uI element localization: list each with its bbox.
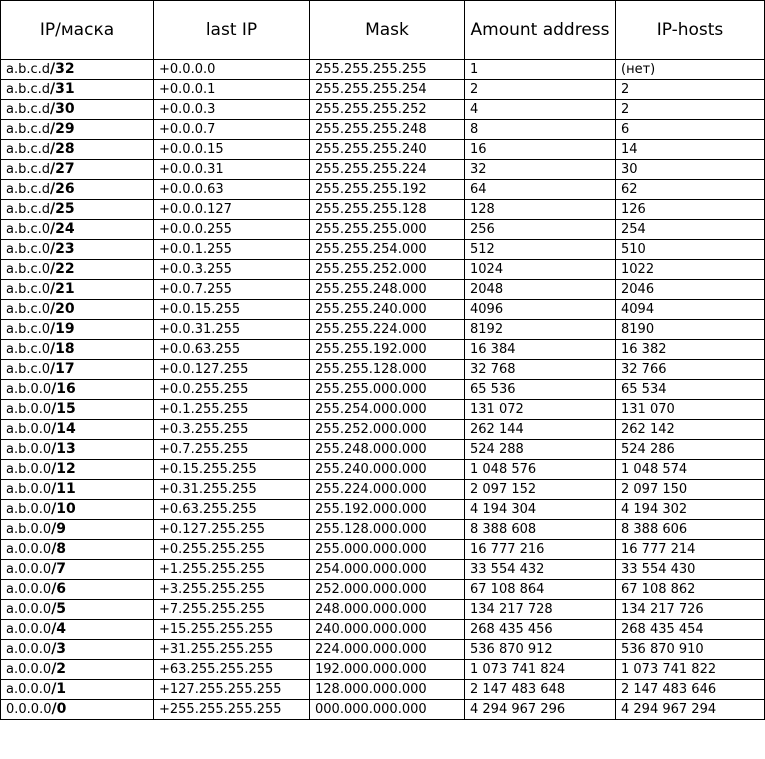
cell-ip-mask bbox=[1, 200, 154, 220]
cell-mask: 255.255.255.240 bbox=[310, 140, 465, 160]
cell-hosts: 4 194 302 bbox=[616, 500, 765, 520]
cell-mask: 255.255.255.128 bbox=[310, 200, 465, 220]
cell-mask: 255.255.224.000 bbox=[310, 320, 465, 340]
cell-ip-mask bbox=[1, 680, 154, 700]
cell-mask: 255.000.000.000 bbox=[310, 540, 465, 560]
cell-last-ip: +1.255.255.255 bbox=[154, 560, 310, 580]
cell-last-ip: +0.1.255.255 bbox=[154, 400, 310, 420]
cell-ip-mask bbox=[1, 560, 154, 580]
cidr-suffix: /26 bbox=[50, 181, 75, 197]
cell-ip-mask bbox=[1, 640, 154, 660]
table-row bbox=[1, 220, 765, 240]
ip-prefix: a.b.0.0 bbox=[6, 502, 52, 517]
cell-ip-mask bbox=[1, 220, 154, 240]
cell-mask: 255.255.240.000 bbox=[310, 300, 465, 320]
cell-mask: 255.255.128.000 bbox=[310, 360, 465, 380]
cell-mask: 000.000.000.000 bbox=[310, 700, 465, 720]
cell-mask: 255.255.255.000 bbox=[310, 220, 465, 240]
cell-hosts: 30 bbox=[616, 160, 765, 180]
cidr-suffix: /9 bbox=[51, 521, 67, 537]
cell-mask: 255.255.255.255 bbox=[310, 60, 465, 80]
cell-last-ip: +0.7.255.255 bbox=[154, 440, 310, 460]
cell-mask: 240.000.000.000 bbox=[310, 620, 465, 640]
cell-hosts: 2 bbox=[616, 100, 765, 120]
cell-last-ip: +255.255.255.255 bbox=[154, 700, 310, 720]
table-row bbox=[1, 320, 765, 340]
cell-last-ip: +0.0.0.255 bbox=[154, 220, 310, 240]
cell-mask: 255.255.248.000 bbox=[310, 280, 465, 300]
table-row bbox=[1, 160, 765, 180]
cell-ip-mask bbox=[1, 260, 154, 280]
cidr-suffix: /30 bbox=[50, 101, 75, 117]
table-row bbox=[1, 280, 765, 300]
cell-mask: 255.255.255.224 bbox=[310, 160, 465, 180]
cell-amount: 512 bbox=[465, 240, 616, 260]
cell-mask: 255.255.255.248 bbox=[310, 120, 465, 140]
cell-mask: 192.000.000.000 bbox=[310, 660, 465, 680]
cell-last-ip: +0.0.63.255 bbox=[154, 340, 310, 360]
table-row bbox=[1, 80, 765, 100]
cell-amount: 128 bbox=[465, 200, 616, 220]
cell-last-ip: +0.0.0.1 bbox=[154, 80, 310, 100]
cell-ip-mask bbox=[1, 240, 154, 260]
cell-mask: 255.224.000.000 bbox=[310, 480, 465, 500]
cell-hosts: 131 070 bbox=[616, 400, 765, 420]
ip-prefix: a.b.c.d bbox=[6, 142, 51, 157]
subnet-table-body bbox=[1, 60, 765, 720]
table-row bbox=[1, 60, 765, 80]
cell-ip-mask bbox=[1, 480, 154, 500]
header-ip-mask: IP/маска bbox=[1, 1, 154, 60]
table-row bbox=[1, 620, 765, 640]
cidr-suffix: /16 bbox=[51, 381, 76, 397]
ip-prefix: a.b.c.d bbox=[6, 102, 51, 117]
cell-hosts: (нет) bbox=[616, 60, 765, 80]
cidr-suffix: /1 bbox=[51, 681, 67, 697]
cell-hosts: 1 073 741 822 bbox=[616, 660, 765, 680]
cell-ip-mask bbox=[1, 440, 154, 460]
cell-hosts: 536 870 910 bbox=[616, 640, 765, 660]
cell-ip-mask bbox=[1, 360, 154, 380]
cell-ip-mask bbox=[1, 300, 154, 320]
cell-last-ip: +0.0.0.63 bbox=[154, 180, 310, 200]
ip-prefix: a.0.0.0 bbox=[6, 682, 52, 697]
ip-prefix: a.0.0.0 bbox=[6, 662, 52, 677]
cidr-suffix: /24 bbox=[50, 221, 75, 237]
cell-hosts: 1022 bbox=[616, 260, 765, 280]
cidr-suffix: /15 bbox=[51, 401, 76, 417]
cell-hosts: 6 bbox=[616, 120, 765, 140]
ip-prefix: a.0.0.0 bbox=[6, 642, 52, 657]
header-last-ip: last IP bbox=[154, 1, 310, 60]
cell-hosts: 134 217 726 bbox=[616, 600, 765, 620]
cell-amount: 33 554 432 bbox=[465, 560, 616, 580]
cidr-suffix: /23 bbox=[50, 241, 75, 257]
cell-last-ip: +0.0.0.15 bbox=[154, 140, 310, 160]
cidr-suffix: /19 bbox=[50, 321, 75, 337]
cidr-suffix: /10 bbox=[51, 501, 76, 517]
table-row bbox=[1, 680, 765, 700]
cell-mask: 255.252.000.000 bbox=[310, 420, 465, 440]
cell-mask: 255.248.000.000 bbox=[310, 440, 465, 460]
ip-prefix: a.0.0.0 bbox=[6, 622, 52, 637]
cidr-suffix: /0 bbox=[51, 701, 67, 717]
header-ip-hosts: IP-hosts bbox=[616, 1, 765, 60]
cell-hosts: 32 766 bbox=[616, 360, 765, 380]
ip-prefix: a.b.0.0 bbox=[6, 442, 52, 457]
ip-prefix: a.b.c.0 bbox=[6, 322, 51, 337]
cell-amount: 16 384 bbox=[465, 340, 616, 360]
cidr-suffix: /29 bbox=[50, 121, 75, 137]
ip-prefix: a.b.0.0 bbox=[6, 382, 52, 397]
table-row bbox=[1, 460, 765, 480]
cell-amount: 16 bbox=[465, 140, 616, 160]
cell-ip-mask bbox=[1, 420, 154, 440]
cell-amount: 2048 bbox=[465, 280, 616, 300]
cell-last-ip: +3.255.255.255 bbox=[154, 580, 310, 600]
cell-amount: 67 108 864 bbox=[465, 580, 616, 600]
cell-last-ip: +0.127.255.255 bbox=[154, 520, 310, 540]
cell-last-ip: +0.15.255.255 bbox=[154, 460, 310, 480]
cell-ip-mask bbox=[1, 180, 154, 200]
header-row bbox=[1, 1, 765, 60]
cell-mask: 255.255.255.254 bbox=[310, 80, 465, 100]
cell-amount: 8192 bbox=[465, 320, 616, 340]
table-row bbox=[1, 700, 765, 720]
table-row bbox=[1, 660, 765, 680]
header-amount-address: Amount address bbox=[465, 1, 616, 60]
cell-last-ip: +0.31.255.255 bbox=[154, 480, 310, 500]
cell-amount: 1 073 741 824 bbox=[465, 660, 616, 680]
cell-hosts: 4 294 967 294 bbox=[616, 700, 765, 720]
cell-last-ip: +63.255.255.255 bbox=[154, 660, 310, 680]
cell-hosts: 14 bbox=[616, 140, 765, 160]
cell-last-ip: +0.0.0.0 bbox=[154, 60, 310, 80]
cell-hosts: 4094 bbox=[616, 300, 765, 320]
ip-prefix: a.b.0.0 bbox=[6, 402, 52, 417]
cell-last-ip: +0.0.127.255 bbox=[154, 360, 310, 380]
cell-mask: 254.000.000.000 bbox=[310, 560, 465, 580]
header-mask: Mask bbox=[310, 1, 465, 60]
cell-hosts: 67 108 862 bbox=[616, 580, 765, 600]
ip-prefix: a.b.0.0 bbox=[6, 482, 52, 497]
cidr-suffix: /3 bbox=[51, 641, 67, 657]
cell-amount: 1 048 576 bbox=[465, 460, 616, 480]
cidr-suffix: /20 bbox=[50, 301, 75, 317]
cell-hosts: 268 435 454 bbox=[616, 620, 765, 640]
ip-prefix: a.b.c.d bbox=[6, 122, 51, 137]
ip-prefix: a.b.c.0 bbox=[6, 262, 51, 277]
cidr-suffix: /31 bbox=[50, 81, 75, 97]
cell-hosts: 16 777 214 bbox=[616, 540, 765, 560]
cell-ip-mask bbox=[1, 700, 154, 720]
cell-ip-mask bbox=[1, 80, 154, 100]
cell-amount: 4 194 304 bbox=[465, 500, 616, 520]
table-row bbox=[1, 240, 765, 260]
cell-last-ip: +15.255.255.255 bbox=[154, 620, 310, 640]
cell-mask: 255.192.000.000 bbox=[310, 500, 465, 520]
cell-amount: 268 435 456 bbox=[465, 620, 616, 640]
cell-hosts: 65 534 bbox=[616, 380, 765, 400]
cell-ip-mask bbox=[1, 540, 154, 560]
ip-prefix: a.b.0.0 bbox=[6, 522, 52, 537]
cell-hosts: 62 bbox=[616, 180, 765, 200]
ip-prefix: a.b.c.0 bbox=[6, 282, 51, 297]
table-row bbox=[1, 440, 765, 460]
ip-prefix: a.b.c.d bbox=[6, 202, 51, 217]
table-row bbox=[1, 540, 765, 560]
cell-mask: 252.000.000.000 bbox=[310, 580, 465, 600]
cell-last-ip: +0.0.31.255 bbox=[154, 320, 310, 340]
cell-ip-mask bbox=[1, 500, 154, 520]
ip-prefix: a.0.0.0 bbox=[6, 562, 52, 577]
cell-amount: 16 777 216 bbox=[465, 540, 616, 560]
cell-amount: 4 294 967 296 bbox=[465, 700, 616, 720]
cell-last-ip: +0.3.255.255 bbox=[154, 420, 310, 440]
ip-prefix: a.b.c.d bbox=[6, 82, 51, 97]
cell-mask: 255.254.000.000 bbox=[310, 400, 465, 420]
cell-amount: 2 097 152 bbox=[465, 480, 616, 500]
table-row bbox=[1, 380, 765, 400]
cell-ip-mask bbox=[1, 140, 154, 160]
cell-hosts: 1 048 574 bbox=[616, 460, 765, 480]
cell-hosts: 126 bbox=[616, 200, 765, 220]
cell-hosts: 8 388 606 bbox=[616, 520, 765, 540]
cell-amount: 8 bbox=[465, 120, 616, 140]
cell-mask: 248.000.000.000 bbox=[310, 600, 465, 620]
cell-last-ip: +0.0.0.127 bbox=[154, 200, 310, 220]
cell-ip-mask bbox=[1, 320, 154, 340]
cell-amount: 524 288 bbox=[465, 440, 616, 460]
cidr-suffix: /2 bbox=[51, 661, 67, 677]
table-row bbox=[1, 360, 765, 380]
ip-prefix: a.b.c.d bbox=[6, 182, 51, 197]
cell-mask: 128.000.000.000 bbox=[310, 680, 465, 700]
cidr-suffix: /11 bbox=[51, 481, 76, 497]
cell-last-ip: +127.255.255.255 bbox=[154, 680, 310, 700]
cidr-suffix: /21 bbox=[50, 281, 75, 297]
ip-prefix: a.0.0.0 bbox=[6, 582, 52, 597]
table-row bbox=[1, 300, 765, 320]
cell-hosts: 2 097 150 bbox=[616, 480, 765, 500]
cell-amount: 64 bbox=[465, 180, 616, 200]
cidr-suffix: /14 bbox=[51, 421, 76, 437]
cell-last-ip: +0.0.15.255 bbox=[154, 300, 310, 320]
cell-last-ip: +31.255.255.255 bbox=[154, 640, 310, 660]
cell-ip-mask bbox=[1, 580, 154, 600]
table-row bbox=[1, 480, 765, 500]
cidr-suffix: /27 bbox=[50, 161, 75, 177]
cell-mask: 255.255.255.252 bbox=[310, 100, 465, 120]
ip-prefix: a.b.c.0 bbox=[6, 362, 51, 377]
cidr-suffix: /4 bbox=[51, 621, 67, 637]
cell-amount: 262 144 bbox=[465, 420, 616, 440]
table-row bbox=[1, 400, 765, 420]
ip-prefix: a.b.c.0 bbox=[6, 242, 51, 257]
cidr-suffix: /18 bbox=[50, 341, 75, 357]
cell-ip-mask bbox=[1, 280, 154, 300]
cell-ip-mask bbox=[1, 100, 154, 120]
cell-amount: 65 536 bbox=[465, 380, 616, 400]
cell-amount: 1024 bbox=[465, 260, 616, 280]
cidr-suffix: /8 bbox=[51, 541, 67, 557]
ip-prefix: a.b.0.0 bbox=[6, 462, 52, 477]
cell-last-ip: +0.0.0.7 bbox=[154, 120, 310, 140]
table-row bbox=[1, 140, 765, 160]
cell-amount: 1 bbox=[465, 60, 616, 80]
cell-hosts: 2046 bbox=[616, 280, 765, 300]
table-row bbox=[1, 500, 765, 520]
table-row bbox=[1, 180, 765, 200]
cell-ip-mask bbox=[1, 520, 154, 540]
cell-hosts: 2 bbox=[616, 80, 765, 100]
ip-prefix: a.b.c.0 bbox=[6, 222, 51, 237]
ip-prefix: a.b.0.0 bbox=[6, 422, 52, 437]
cell-ip-mask bbox=[1, 380, 154, 400]
ip-prefix: a.0.0.0 bbox=[6, 602, 52, 617]
ip-prefix: a.b.c.d bbox=[6, 62, 51, 77]
table-row bbox=[1, 120, 765, 140]
table-row bbox=[1, 640, 765, 660]
cell-amount: 32 bbox=[465, 160, 616, 180]
ip-prefix: a.b.c.d bbox=[6, 162, 51, 177]
ip-prefix: a.b.c.0 bbox=[6, 342, 51, 357]
cell-ip-mask bbox=[1, 620, 154, 640]
cidr-suffix: /7 bbox=[51, 561, 67, 577]
cell-last-ip: +0.0.3.255 bbox=[154, 260, 310, 280]
cell-mask: 255.255.254.000 bbox=[310, 240, 465, 260]
cidr-suffix: /25 bbox=[50, 201, 75, 217]
cell-hosts: 8190 bbox=[616, 320, 765, 340]
cell-ip-mask bbox=[1, 340, 154, 360]
cell-hosts: 254 bbox=[616, 220, 765, 240]
cell-amount: 8 388 608 bbox=[465, 520, 616, 540]
table-row bbox=[1, 100, 765, 120]
cell-hosts: 2 147 483 646 bbox=[616, 680, 765, 700]
cell-amount: 2 bbox=[465, 80, 616, 100]
cell-amount: 4096 bbox=[465, 300, 616, 320]
cell-amount: 4 bbox=[465, 100, 616, 120]
cidr-suffix: /13 bbox=[51, 441, 76, 457]
cell-amount: 256 bbox=[465, 220, 616, 240]
cell-mask: 255.255.192.000 bbox=[310, 340, 465, 360]
cell-last-ip: +0.0.0.31 bbox=[154, 160, 310, 180]
table-row bbox=[1, 200, 765, 220]
cell-mask: 224.000.000.000 bbox=[310, 640, 465, 660]
table-row bbox=[1, 560, 765, 580]
cell-last-ip: +0.63.255.255 bbox=[154, 500, 310, 520]
cell-last-ip: +0.255.255.255 bbox=[154, 540, 310, 560]
cell-mask: 255.128.000.000 bbox=[310, 520, 465, 540]
cell-mask: 255.255.000.000 bbox=[310, 380, 465, 400]
cell-ip-mask bbox=[1, 120, 154, 140]
cell-mask: 255.255.252.000 bbox=[310, 260, 465, 280]
cidr-suffix: /6 bbox=[51, 581, 67, 597]
cell-hosts: 524 286 bbox=[616, 440, 765, 460]
cell-hosts: 262 142 bbox=[616, 420, 765, 440]
cell-ip-mask bbox=[1, 60, 154, 80]
cell-mask: 255.255.255.192 bbox=[310, 180, 465, 200]
table-row bbox=[1, 600, 765, 620]
cell-hosts: 33 554 430 bbox=[616, 560, 765, 580]
cell-hosts: 16 382 bbox=[616, 340, 765, 360]
ip-prefix: a.0.0.0 bbox=[6, 542, 52, 557]
table-row bbox=[1, 260, 765, 280]
ip-prefix: a.b.c.0 bbox=[6, 302, 51, 317]
cidr-suffix: /12 bbox=[51, 461, 76, 477]
cell-ip-mask bbox=[1, 660, 154, 680]
subnet-table-header bbox=[1, 1, 765, 60]
cell-amount: 131 072 bbox=[465, 400, 616, 420]
cell-amount: 134 217 728 bbox=[465, 600, 616, 620]
cell-amount: 2 147 483 648 bbox=[465, 680, 616, 700]
table-row bbox=[1, 340, 765, 360]
cell-last-ip: +0.0.7.255 bbox=[154, 280, 310, 300]
table-row bbox=[1, 580, 765, 600]
cidr-suffix: /5 bbox=[51, 601, 67, 617]
cell-amount: 536 870 912 bbox=[465, 640, 616, 660]
cidr-suffix: /17 bbox=[50, 361, 75, 377]
table-row bbox=[1, 420, 765, 440]
cell-last-ip: +7.255.255.255 bbox=[154, 600, 310, 620]
cell-ip-mask bbox=[1, 400, 154, 420]
cell-last-ip: +0.0.0.3 bbox=[154, 100, 310, 120]
ip-prefix: 0.0.0.0 bbox=[6, 702, 52, 717]
cell-last-ip: +0.0.1.255 bbox=[154, 240, 310, 260]
cidr-suffix: /22 bbox=[50, 261, 75, 277]
cell-last-ip: +0.0.255.255 bbox=[154, 380, 310, 400]
cell-ip-mask bbox=[1, 160, 154, 180]
cell-mask: 255.240.000.000 bbox=[310, 460, 465, 480]
cell-ip-mask bbox=[1, 460, 154, 480]
table-row bbox=[1, 520, 765, 540]
cidr-suffix: /32 bbox=[50, 61, 75, 77]
cell-hosts: 510 bbox=[616, 240, 765, 260]
cell-amount: 32 768 bbox=[465, 360, 616, 380]
cell-ip-mask bbox=[1, 600, 154, 620]
cidr-suffix: /28 bbox=[50, 141, 75, 157]
